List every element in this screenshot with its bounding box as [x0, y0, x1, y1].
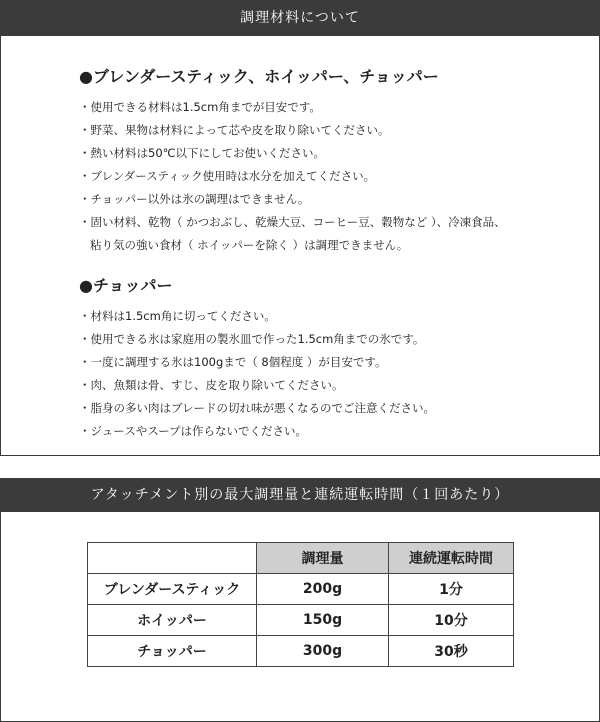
capacity-panel [0, 512, 600, 722]
table-cell: チョッパー [88, 636, 257, 667]
chopper-item: ・材料は1.5cm角に切ってください。 [79, 309, 276, 323]
chopper-item: ・一度に調理する氷は100gまで（ 8個程度 ）が目安です。 [79, 355, 387, 369]
table-cell: 150g [257, 605, 389, 636]
table-cell: ホイッパー [88, 605, 257, 636]
section-title: 調理材料について [240, 10, 360, 26]
chopper-item: ・ジュースやスープは作らないでください。 [79, 424, 308, 438]
chopper-heading: ●チョッパー [79, 276, 173, 295]
table-cell: 30秒 [389, 636, 514, 667]
blender-item: ・野菜、果物は材料によって芯や皮を取り除いてください。 [79, 123, 390, 137]
blender-item: ・ブレンダースティック使用時は水分を加えてください。 [79, 169, 376, 183]
table-header-blank [88, 543, 257, 574]
blender-item: ・固い材料、乾物（ かつおぶし、乾燥大豆、コーヒー豆、穀物など ）、冷凍食品、 [79, 215, 506, 229]
chopper-item: ・肉、魚類は骨、すじ、皮を取り除いてください。 [79, 378, 344, 392]
blender-heading: ●ブレンダースティック、ホイッパー、チョッパー [79, 67, 439, 86]
table-header-row [88, 543, 514, 574]
table-header-amount: 調理量 [257, 543, 389, 574]
table-header-time: 連続運転時間 [389, 543, 514, 574]
ingredients-panel [0, 36, 600, 456]
capacity-table [87, 542, 514, 667]
section-header-ingredients [0, 0, 600, 36]
table-row [88, 574, 514, 605]
table-cell: 200g [257, 574, 389, 605]
table-cell: 10分 [389, 605, 514, 636]
section-title: アタッチメント別の最大調理量と連続運転時間（１回あたり） [90, 487, 510, 503]
table-cell: 300g [257, 636, 389, 667]
table-row [88, 636, 514, 667]
table-cell: 1分 [389, 574, 514, 605]
blender-item: ・チョッパー以外は氷の調理はできません。 [79, 192, 310, 206]
table-row [88, 605, 514, 636]
table-cell: ブレンダースティック [88, 574, 257, 605]
blender-item: 粘り気の強い食材（ ホイッパーを除く ）は調理できません。 [90, 238, 409, 252]
chopper-item: ・脂身の多い肉はブレードの切れ味が悪くなるのでご注意ください。 [79, 401, 436, 415]
blender-item: ・使用できる材料は1.5cm角までが目安です。 [79, 100, 321, 114]
blender-item: ・熱い材料は50℃以下にしてお使いください。 [79, 146, 326, 160]
section-header-capacity [0, 478, 600, 512]
chopper-item: ・使用できる氷は家庭用の製氷皿で作った1.5cm角までの氷です。 [79, 332, 425, 346]
